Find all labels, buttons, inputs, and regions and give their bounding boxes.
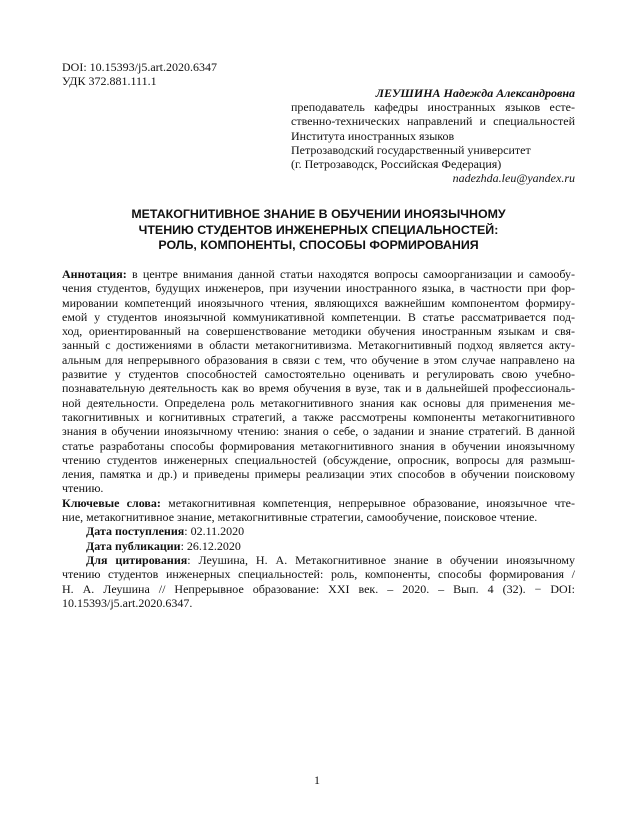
abstract-line: чтению студентов инженерных специальностей (обсуждение, опросник, вопросы для размыш- xyxy=(62,452,575,467)
title-line: РОЛЬ, КОМПОНЕНТЫ, СПОСОБЫ ФОРМИРОВАНИЯ xyxy=(158,238,479,253)
abstract-line: чения студентов, будущих инженеров, при изучении иностранного языка, в частности при фор- xyxy=(62,281,575,296)
title-line: МЕТАКОГНИТИВНОЕ ЗНАНИЕ В ОБУЧЕНИИ ИНОЯЗЫЧНОМУ xyxy=(131,207,506,221)
citation-line: 10.15393/j5.art.2020.6347. xyxy=(62,595,193,610)
citation-line: чтению студентов инженерных специальностей: роль, компоненты, способы формирования / xyxy=(62,567,575,582)
abstract-line: ход, ориентированный на совершенствование методики обучения иностранным языкам и свя- xyxy=(62,324,575,339)
doi-line: DOI: 10.15393/j5.art.2020.6347 xyxy=(62,60,217,74)
abstract-line: ной деятельности. Определена роль метакогнитивного знания как основы для применения ме- xyxy=(62,395,575,410)
keywords-text: метакогнитивная компетенция, непрерывное образование, иноязычное чте- xyxy=(160,495,575,510)
citation-label: Для цитирования xyxy=(86,552,188,567)
keywords-line: ние, метакогнитивное знание, метакогнитивные стратегии, самообучение, поисковое чтение. xyxy=(62,510,538,525)
author-block xyxy=(291,86,575,185)
abstract-label: Аннотация: xyxy=(62,267,127,281)
abstract-line: занный с достижениями в области метакогнитивизма. Метакогнитивный подход является акту- xyxy=(62,338,575,353)
abstract-line: такогнитивных и когнитивных стратегий, а также рассмотрены компоненты метакогнитивного xyxy=(62,409,575,424)
abstract-line: альным для непрерывного образования в связи с тем, что обучение в этом случае направлено на xyxy=(62,352,575,367)
abstract-text: в центре внимания данной статьи находятся вопросы самоорганизации и самообу- xyxy=(126,267,575,281)
author-name: ЛЕУШИНА Надежда Александровна xyxy=(375,86,575,100)
author-affiliation-line: преподаватель кафедры иностранных языков есте- xyxy=(291,100,575,115)
citation-line: Н. А. Леушина // Непрерывное образование: XXI век. – 2020. – Вып. 4 (32). − DOI: xyxy=(62,581,575,596)
page-number: 1 xyxy=(314,773,320,787)
abstract-line: ления, памятка и др.) и приведены примеры реализации этих способов в обучении поисковому xyxy=(62,467,575,482)
article-title xyxy=(62,207,575,254)
received-date-label: Дата поступления xyxy=(86,524,185,539)
received-date-line xyxy=(62,524,575,538)
published-date-value: : 26.12.2020 xyxy=(180,538,241,553)
abstract-line xyxy=(62,267,575,281)
abstract-line: мировании компетенций иноязычного чтения, являющихся важнейшим компонентом формиру- xyxy=(62,295,575,310)
abstract-line: знания в обучении иноязычному чтению: знания о себе, о задании и знание стратегий. В данной xyxy=(62,424,575,439)
abstract-line: емой у студентов иноязычной коммуникативной компетенции. В статье рассматривается под- xyxy=(62,309,575,324)
published-date-line xyxy=(62,539,575,553)
keywords-line xyxy=(62,496,575,510)
citation-line xyxy=(62,553,575,567)
abstract-line: развитие у студентов способностей самостоятельно оценивать и регулировать свою учебно- xyxy=(62,367,575,382)
published-date-label: Дата публикации xyxy=(86,538,181,553)
received-date-value: : 02.11.2020 xyxy=(184,524,245,539)
abstract-line: познавательную деятельность как во время обучения в вузе, так и в дальнейшей профессиональ- xyxy=(62,381,575,396)
abstract-line: статье разработаны способы формирования метакогнитивного знания в обучении иноязычному xyxy=(62,438,575,453)
citation-text: : Леушина, Н. А. Метакогнитивное знание в обучении иноязычному xyxy=(187,552,575,567)
title-line: ЧТЕНИЮ СТУДЕНТОВ ИНЖЕНЕРНЫХ СПЕЦИАЛЬНОСТЕЙ: xyxy=(138,222,499,237)
author-affiliation-line: Института иностранных языков xyxy=(291,128,455,143)
author-affiliation-line: Петрозаводский государственный университет xyxy=(291,142,531,157)
udk-line: УДК 372.881.111.1 xyxy=(62,74,157,88)
author-email: nadezhda.leu@yandex.ru xyxy=(452,171,575,186)
author-affiliation-line: ственно-технических направлений и специальностей xyxy=(291,114,575,129)
keywords-label: Ключевые слова: xyxy=(62,495,161,510)
article-body xyxy=(62,267,575,610)
abstract-line: чтению. xyxy=(62,481,104,496)
author-affiliation-line: (г. Петрозаводск, Российская Федерация) xyxy=(291,157,502,172)
